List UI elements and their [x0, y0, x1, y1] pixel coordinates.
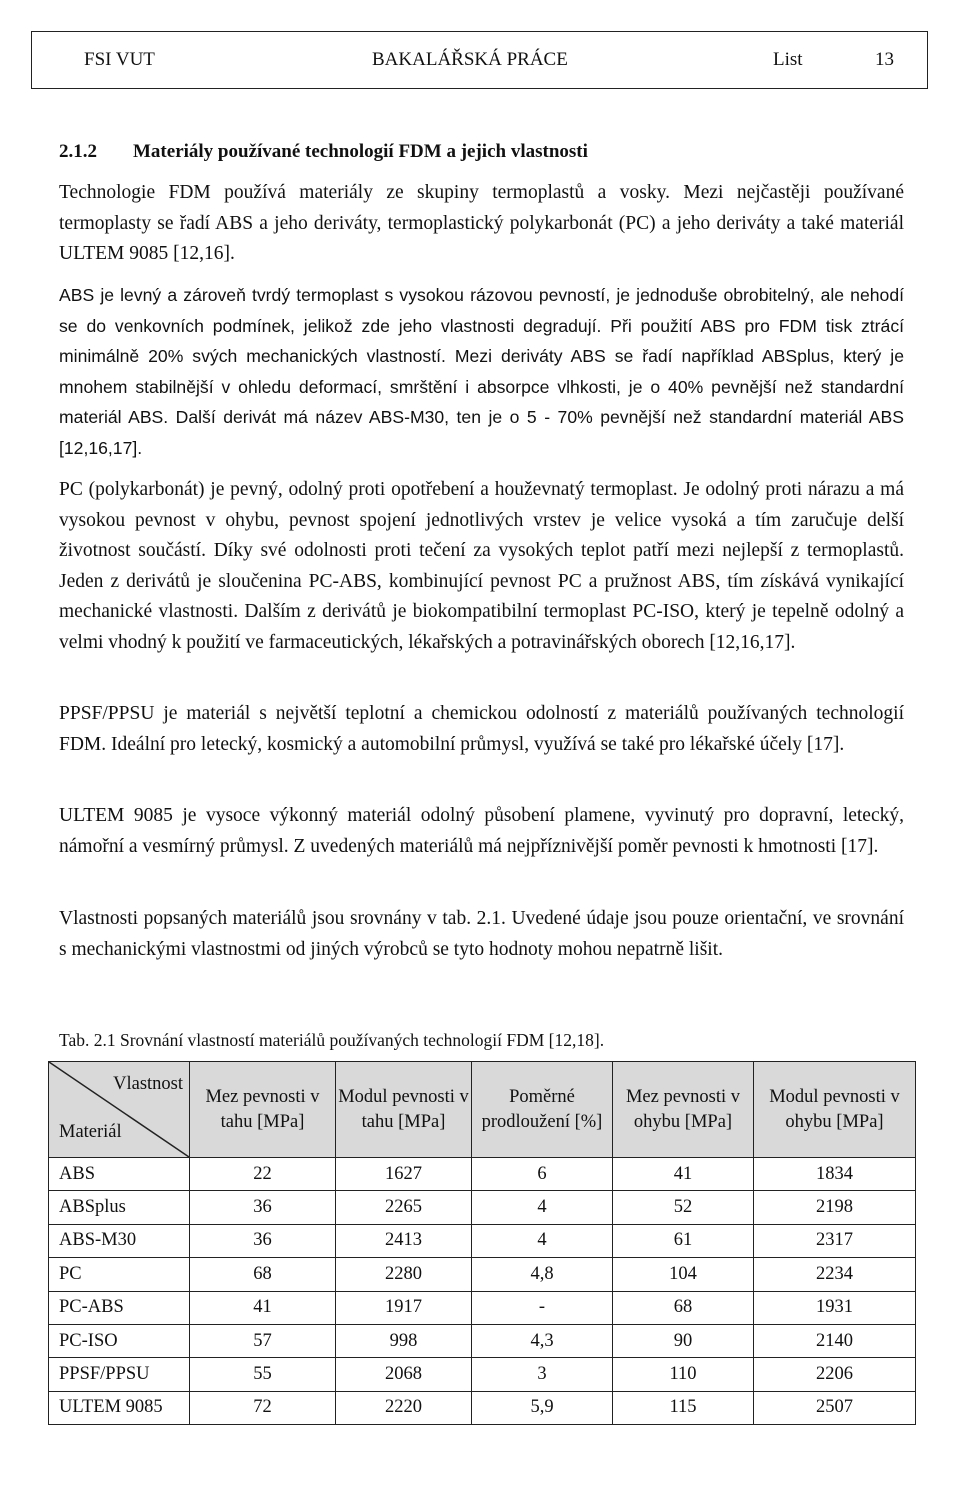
header-list-label: List [773, 49, 803, 70]
column-header: Modul pevnosti v ohybu [MPa] [754, 1062, 916, 1158]
table-row [49, 1224, 916, 1257]
paragraph-ultem: ULTEM 9085 je vysoce výkonný materiál odolný působení plamene, vyvinutý pro dopravní, letecký, námořní a vesmírný průmysl. Z uvedených materiálů má nejpříznivější poměr pevnosti k hmotnosti [17]. [59, 805, 904, 857]
corner-label-property: Vlastnost [113, 1074, 183, 1094]
value-cell: 2220 [336, 1391, 472, 1424]
column-header: Modul pevnosti v tahu [MPa] [336, 1062, 472, 1158]
table-row [49, 1191, 916, 1224]
value-cell: 4 [472, 1224, 613, 1257]
value-cell: 5,9 [472, 1391, 613, 1424]
paragraph-comparison: Vlastnosti popsaných materiálů jsou srovnány v tab. 2.1. Uvedené údaje jsou pouze orientační, ve srovnání s mechanickými vlastnostmi od jiných výrobců se tyto hodnoty mohou nepatrně lišit. [59, 908, 904, 960]
value-cell: 52 [613, 1191, 754, 1224]
table-row [49, 1158, 916, 1191]
value-cell: 41 [613, 1158, 754, 1191]
material-cell: ABSplus [49, 1191, 190, 1224]
value-cell: 61 [613, 1224, 754, 1257]
table-row [49, 1258, 916, 1291]
value-cell: 41 [190, 1291, 336, 1324]
material-cell: PC [49, 1258, 190, 1291]
value-cell: 2507 [754, 1391, 916, 1424]
value-cell: 4 [472, 1191, 613, 1224]
header-institution: FSI VUT [84, 49, 155, 70]
paragraph-abs: ABS je levný a zároveň tvrdý termoplast s vysokou rázovou pevností, je jednoduše obrobitelný, ale nehodí se do venkovních podmínek, jelikož zde jeho vlastnosti degradují. Při použití ABS pro FDM tisk ztrácí minimálně 20% svých mechanických vlastností. Mezi deriváty ABS se řadí například ABSplus, který je mnohem stabilnější v ohledu deformací, smrštění i absorpce vlhkosti, je o 40% pevnější než standardní materiál ABS. Další derivát má název ABS-M30, ten je o 5 - 70% pevnější než standardní materiál ABS [12,16,17]. [59, 285, 904, 458]
value-cell: 2140 [754, 1324, 916, 1357]
material-cell: PPSF/PPSU [49, 1358, 190, 1391]
value-cell: 115 [613, 1391, 754, 1424]
table-row [49, 1358, 916, 1391]
value-cell: 2198 [754, 1191, 916, 1224]
value-cell: 1917 [336, 1291, 472, 1324]
value-cell: 22 [190, 1158, 336, 1191]
value-cell: 68 [190, 1258, 336, 1291]
value-cell: 2413 [336, 1224, 472, 1257]
value-cell: 4,8 [472, 1258, 613, 1291]
column-header: Mez pevnosti v tahu [MPa] [190, 1062, 336, 1158]
column-header: Poměrné prodloužení [%] [472, 1062, 613, 1158]
value-cell: 2234 [754, 1258, 916, 1291]
table-corner-cell [49, 1062, 190, 1158]
table-row [49, 1291, 916, 1324]
material-cell: ABS [49, 1158, 190, 1191]
page-header [31, 31, 928, 89]
value-cell: 4,3 [472, 1324, 613, 1357]
table-row [49, 1324, 916, 1357]
value-cell: 110 [613, 1358, 754, 1391]
materials-table [48, 1061, 916, 1425]
value-cell: 6 [472, 1158, 613, 1191]
paragraph-ppsf: PPSF/PPSU je materiál s největší teplotní a chemickou odolností z materiálů používaných technologií FDM. Ideální pro letecký, kosmický a automobilní průmysl, využívá se také pro lékařské účely [17]. [59, 703, 904, 755]
value-cell: 90 [613, 1324, 754, 1357]
table-caption: Tab. 2.1 Srovnání vlastností materiálů používaných technologií FDM [12,18]. [59, 1030, 605, 1050]
value-cell: 57 [190, 1324, 336, 1357]
value-cell: 2280 [336, 1258, 472, 1291]
material-cell: ULTEM 9085 [49, 1391, 190, 1424]
column-header: Mez pevnosti v ohybu [MPa] [613, 1062, 754, 1158]
paragraph-pc: PC (polykarbonát) je pevný, odolný proti opotřebení a houževnatý termoplast. Je odolný proti nárazu a má vysokou pevnost v ohybu, pevnost spojení jednotlivých vrstev je velice vysoká a tím zaručuje delší životnost součástí. Díky své odolnosti proti tečení za vysokých teplot patří mezi nejlepší z termoplastů. Jeden z derivátů je sloučenina PC-ABS, kombinující pevnost PC a pružnost ABS, tím získává vynikající mechanické vlastnosti. Dalším z derivátů je biokompatibilní termoplast PC-ISO, který je tepelně odolný a velmi vhodný k použití ve farmaceutických, lékařských a potravinářských oborech [12,16,17]. [59, 479, 904, 653]
paragraph-intro: Technologie FDM používá materiály ze skupiny termoplastů a vosky. Mezi nejčastěji používané termoplasty se řadí ABS a jeho deriváty, termoplastický polykarbonát (PC) a jeho deriváty a také materiál ULTEM 9085 [12,16]. [59, 182, 904, 264]
value-cell: 3 [472, 1358, 613, 1391]
value-cell: - [472, 1291, 613, 1324]
header-doc-type: BAKALÁŘSKÁ PRÁCE [372, 49, 568, 70]
corner-label-material: Materiál [59, 1122, 122, 1142]
value-cell: 104 [613, 1258, 754, 1291]
value-cell: 2265 [336, 1191, 472, 1224]
value-cell: 1627 [336, 1158, 472, 1191]
value-cell: 36 [190, 1191, 336, 1224]
section-number: 2.1.2 [59, 141, 97, 162]
value-cell: 2317 [754, 1224, 916, 1257]
section-title: Materiály používané technologií FDM a jejich vlastnosti [133, 141, 588, 162]
material-cell: ABS-M30 [49, 1224, 190, 1257]
value-cell: 1931 [754, 1291, 916, 1324]
section-heading [59, 141, 588, 163]
value-cell: 1834 [754, 1158, 916, 1191]
header-page-number: 13 [875, 49, 894, 70]
material-cell: PC-ISO [49, 1324, 190, 1357]
value-cell: 2206 [754, 1358, 916, 1391]
value-cell: 36 [190, 1224, 336, 1257]
table-header-row [49, 1062, 916, 1158]
value-cell: 55 [190, 1358, 336, 1391]
value-cell: 72 [190, 1391, 336, 1424]
value-cell: 998 [336, 1324, 472, 1357]
value-cell: 68 [613, 1291, 754, 1324]
table-row [49, 1391, 916, 1424]
material-cell: PC-ABS [49, 1291, 190, 1324]
value-cell: 2068 [336, 1358, 472, 1391]
